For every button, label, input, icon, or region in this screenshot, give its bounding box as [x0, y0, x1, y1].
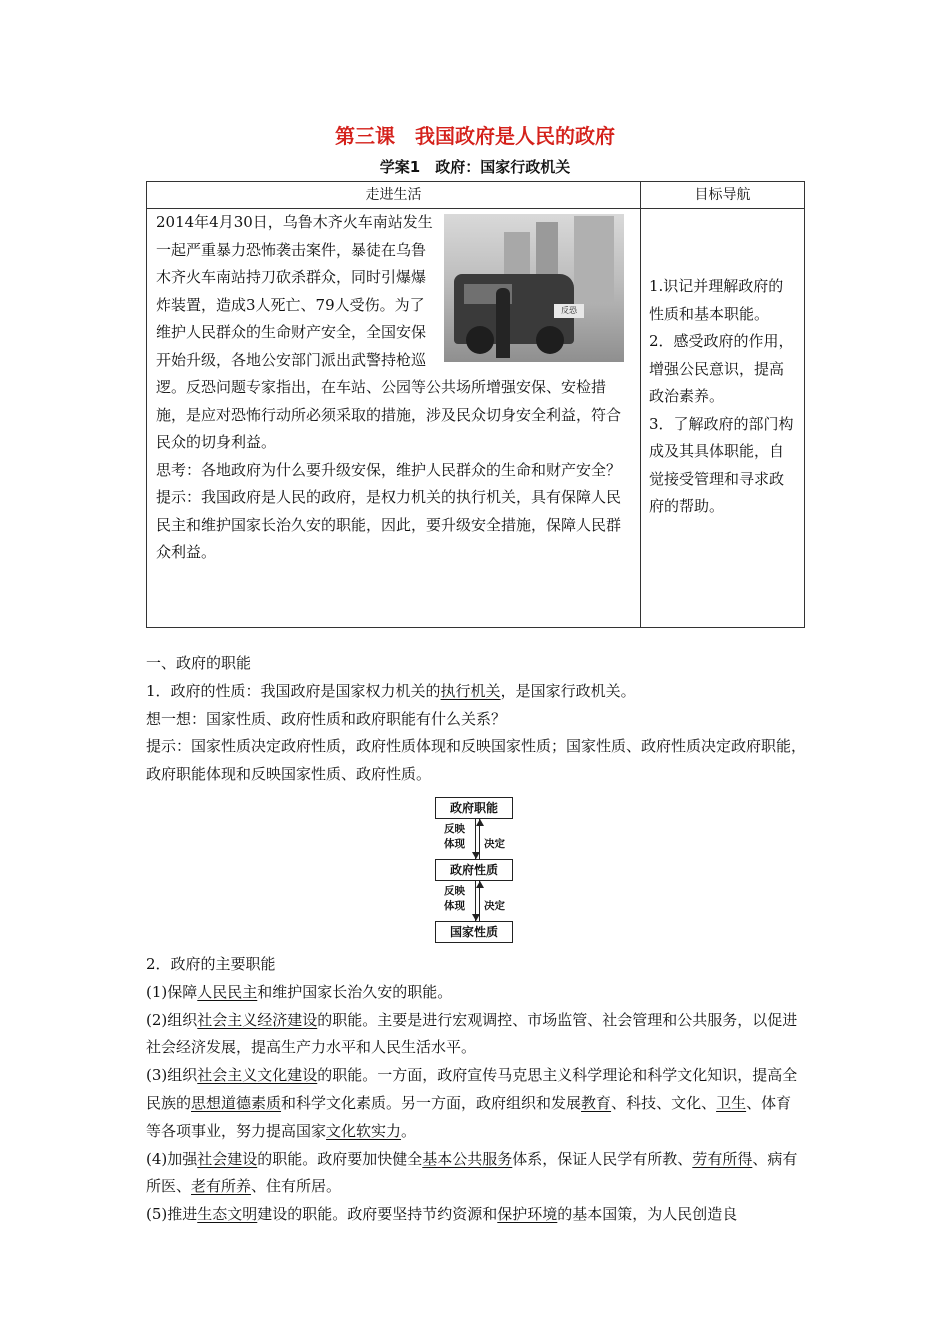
flow-box-state-nature: 国家性质 [435, 921, 513, 943]
goal-item: 1.识记并理解政府的性质和基本职能。 [649, 277, 784, 323]
flow-label-reflect: 反映 体现 [444, 822, 465, 850]
function-item: (4)加强社会建设的职能。政府要加快健全基本公共服务体系，保证人民学有所教、劳有所得、病有所医、老有所养、住有所居。 [146, 1149, 798, 1196]
nature-paragraph: 1．政府的性质：我国政府是国家权力机关的执行机关，是国家行政机关。 [146, 681, 636, 700]
relationship-flowchart [435, 797, 513, 943]
goals-cell [641, 209, 805, 628]
goal-item: 2．感受政府的作用，增强公民意识，提高政治素养。 [649, 332, 794, 405]
police-vehicle-photo [444, 214, 624, 362]
lesson-title: 第三课 我国政府是人民的政府 [335, 124, 615, 148]
function-item: (3)组织社会主义文化建设的职能。一方面，政府宣传马克思主义科学理论和科学文化知识，提高全民族的思想道德素质和科学文化素质。另一方面，政府组织和发展教育、科技、文化、卫生、体育等各项事业，努力提高国家文化软实力。 [146, 1066, 798, 1140]
arrow-up-icon [476, 819, 484, 826]
function-item: (1)保障人民民主和维护国家长治久安的职能。 [146, 982, 453, 1001]
story-text: 2014年4月30日，乌鲁木齐火车南站发生一起严重暴力恐怖袭击案件，暴徒在乌鲁木齐火车南站持刀砍杀群众，同时引爆爆炸装置，造成3人死亡、79人受伤。为了维护人民群众的生命财产安全，全国安保开始升级，各地公安部门派出武警持枪巡逻。反恐问题专家指出，在车站、公园等公共场所增强安保、安检措施，是应对恐怖行动所必须采取的措施，涉及民众切身安全利益，符合民众的切身利益。 [156, 213, 622, 451]
flow-connector [435, 819, 513, 859]
flow-label-reflect: 反映 体现 [444, 884, 465, 912]
intro-table [146, 181, 805, 628]
life-column-header: 走进生活 [147, 182, 641, 209]
think-hint: 提示：我国政府是人民的政府，是权力机关的执行机关，具有保障人民民主和维护国家长治久安的职能，因此，要升级安全措施，保障人民群众利益。 [156, 488, 622, 561]
function-item: (5)推进生态文明建设的职能。政府要坚持节约资源和保护环境的基本国策，为人民创造良 [146, 1205, 738, 1224]
goals-column-header: 目标导航 [641, 182, 805, 209]
flow-connector [435, 881, 513, 921]
section-heading: 一、政府的职能 [146, 654, 252, 672]
functions-heading: 2．政府的主要职能 [146, 954, 276, 973]
function-item: (2)组织社会主义经济建设的职能。主要是进行宏观调控、市场监管、社会管理和公共服务，以促进社会经济发展，提高生产力水平和人民生活水平。 [146, 1010, 798, 1057]
hint-paragraph: 提示：国家性质决定政府性质，政府性质体现和反映国家性质；国家性质、政府性质决定政府职能，政府职能体现和反映国家性质、政府性质。 [146, 737, 807, 784]
flow-label-determine: 决定 [484, 899, 505, 912]
goal-item: 3．了解政府的部门构成及其具体职能，自觉接受管理和寻求政府的帮助。 [649, 414, 794, 515]
key-term: 执行机关 [440, 681, 501, 700]
life-cell [147, 209, 641, 628]
think-prompt: 想一想：国家性质、政府性质和政府职能有什么关系？ [146, 709, 507, 728]
arrow-up-icon [476, 881, 484, 888]
photo-sign: 反恐 [554, 304, 584, 318]
think-question: 思考：各地政府为什么要升级安保，维护人民群众的生命和财产安全？ [156, 460, 622, 479]
flow-box-functions: 政府职能 [435, 797, 513, 819]
main-content [146, 650, 806, 1229]
flow-box-gov-nature: 政府性质 [435, 859, 513, 881]
lesson-subtitle: 学案1 政府：国家行政机关 [379, 158, 571, 176]
flow-label-determine: 决定 [484, 837, 505, 850]
